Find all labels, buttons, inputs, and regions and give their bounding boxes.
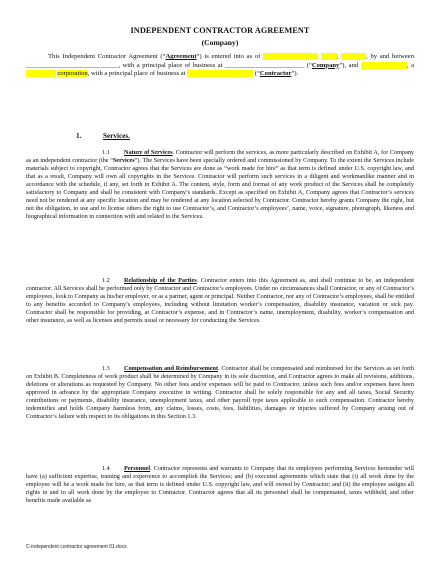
- blank-date-field[interactable]: [263, 53, 318, 60]
- intro-text: This Independent Contractor Agreement (“: [48, 53, 166, 60]
- company-term: Company: [311, 61, 340, 69]
- corporation-word[interactable]: corporation: [57, 70, 88, 78]
- intro-text: ”), and: [339, 61, 361, 69]
- services-term: Services: [112, 157, 135, 165]
- blank-day-field[interactable]: [321, 53, 337, 60]
- paragraph-heading: Compensation and Reimbursement: [124, 365, 219, 372]
- intro-text: ,: [337, 53, 342, 60]
- document-subtitle: (Company): [201, 38, 239, 47]
- paragraph-heading: Nature of Services: [124, 149, 173, 156]
- blank-state-field[interactable]: [26, 70, 56, 77]
- intro-text: , by and between ____________________________, with a principal place of business at ________________________ (“: [26, 53, 415, 69]
- section-heading-services: [76, 132, 130, 140]
- intro-text: ”).: [291, 70, 299, 78]
- blank-year-field[interactable]: [341, 53, 366, 60]
- paragraph-number: 1.2: [102, 277, 110, 284]
- paragraph-nature-of-services: [26, 149, 414, 221]
- agreement-term: Agreement: [165, 53, 197, 60]
- section-number: 1.: [76, 132, 82, 140]
- paragraph-text: . Contractor will perform the services, as more particularly described on Exhibit A, for Company as an independent contractor (the “: [26, 149, 415, 165]
- paragraph-number: 1.4: [102, 465, 110, 472]
- blank-contractor-name-field[interactable]: [361, 62, 407, 69]
- document-footer: C-independent contractor agreement 01.docx: [26, 544, 127, 550]
- paragraph-heading: Relationship of the Parties: [124, 277, 197, 284]
- section-title: Services.: [103, 132, 130, 140]
- contractor-term: Contractor: [259, 70, 292, 78]
- intro-text: (“: [253, 70, 260, 78]
- intro-paragraph: [26, 53, 414, 79]
- blank-contractor-address-field[interactable]: [187, 70, 253, 77]
- paragraph-heading: Personnel: [124, 465, 151, 472]
- paragraph-compensation: [26, 365, 414, 421]
- paragraph-text: . Contractor enters into this Agreement as, and shall continue to be, an independent contractor. All Services shall be performed only by Contractor and Contractor’s employees. Under no circumstances shall Contractor, or any of Contractor’s employees, look to Company as his/her employer, or as a partner, agent or principal. Neither Contractor, nor any of Contractor’s employees, shall be entitled to any benefits accorded to Company’s employees, including without limitation worker’s compensation, disability insurance, vacation or sick pay. Contractor shall be responsible for providing, at Contractor’s expense, and in Contractor’s name, unemployment, disability, worker’s compensation and other insurance, as well as licenses and permits usual or necessary for conducting the Services.: [26, 277, 415, 325]
- paragraph-number: 1.1: [102, 149, 110, 156]
- document-title: INDEPENDENT CONTRACTOR AGREEMENT: [130, 26, 310, 35]
- intro-text: , a: [406, 61, 415, 69]
- paragraph-number: 1.3: [102, 365, 110, 372]
- paragraph-text: . Contractor represents and warrants to Company that its employees performing Services hereunder will have (a) sufficient expertise, training and experience to accomplish the Services; and (b) executed agreements which state that (i) all work done by the employee will be a work made for hire, as that term is defined under U.S. copyright law, and will owned by Contractor; and (ii) the employee assigns all rights in and to all work done by the employee to Contractor. Contractor agrees that all its personnel shall be compensated, taxes withheld, and other benefits made available as: [26, 465, 414, 505]
- intro-text: , with a principal place of business at: [87, 70, 188, 78]
- paragraph-text: . Contractor shall be compensated and reimbursed for the Services as set forth on Exhibit B. Completeness of work product shall be determined by Company in its sole discretion, and Contractor agrees to make all revisions, additions, deletions or alterations as requested by Company. No other fees and/or expenses will be paid to Contractor, unless such fees and/or expenses have been approved in advance by the appropriate Company executive in writing. Contractor shall be solely responsible for any and all taxes, Social Security contributions or payments, disability insurance, unemployment taxes, and other payroll type taxes applicable to such compensation. Contractor hereby indemnifies and holds Company harmless from, any claims, losses, costs, fees, liabilities, damages or injuries suffered by Company arising out of Contractor’s failure with respect to its obligations in this Section 1.3.: [26, 365, 414, 421]
- paragraph-text: ”). The Services have been specially ordered and commissioned by Company. To the extent the Services include materials subject to copyright, Contractor agrees that the Services are done as “work made for hire” as that term is defined under U.S. copyright law, and that as a result, Company will own all copyrights in the Services. Contractor will perform such services in a diligent and workmanlike manner and in accordance with the schedule, if any, set forth in Exhibit A. The content, style, form and format of any work product of the Services shall be completely satisfactory to Company and shall be consistent with Company’s standards. Except as specified on Exhibit A, Company agrees that Contractor’s services need not be rendered at any specific location and may be rendered at any location selected by Contractor. Contractor hereby grants Company the right, but not the obligation, to use and to license others the right to use Contractor’s, and Contractor’s employees’, name, voice, signature, photograph, likeness and biographical information in connection with and related to the Services.: [26, 157, 414, 221]
- paragraph-personnel: [26, 465, 414, 505]
- paragraph-relationship: [26, 277, 414, 325]
- intro-text: ”) is entered into as of: [196, 53, 264, 60]
